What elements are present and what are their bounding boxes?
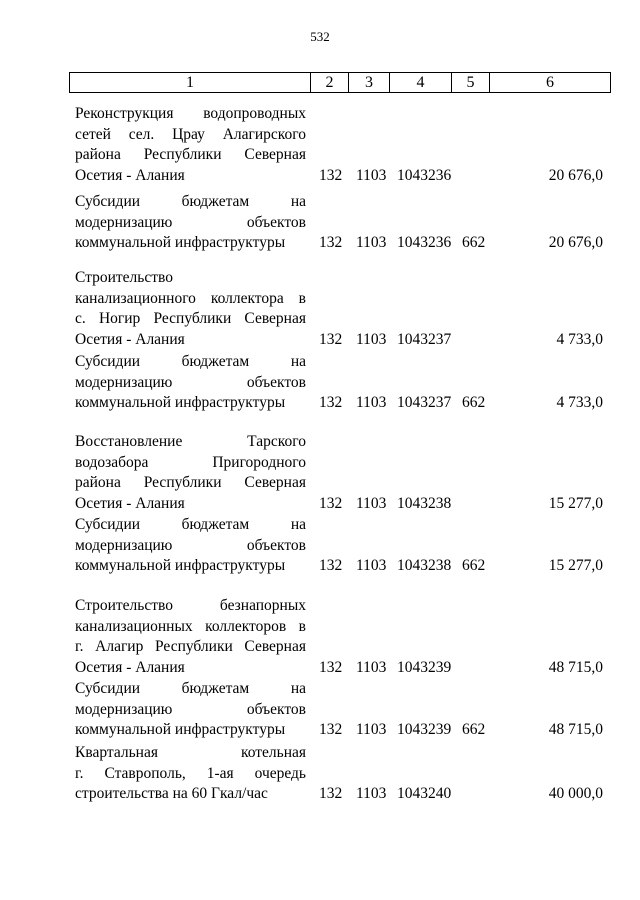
column-header-row (70, 73, 611, 93)
description-line: Осетия - Алания (75, 658, 185, 676)
description-line: Реконструкция водопроводных (75, 105, 306, 122)
cell-c3: 1103 (356, 330, 387, 348)
cell-c5: 662 (462, 721, 486, 739)
table-row (0, 104, 640, 186)
cell-c6: 4 733,0 (556, 330, 603, 348)
cell-c4: 1043236 (397, 166, 452, 184)
description-line: коммунальной инфраструктуры (75, 557, 286, 575)
description-line: с. Ногир Республики Северная (75, 310, 306, 328)
cell-c3: 1103 (356, 166, 387, 184)
row-description (75, 352, 306, 414)
description-line: Субсидии бюджетам на (75, 516, 306, 533)
description-line: Субсидии бюджетам на (75, 353, 306, 370)
cell-c6: 20 676,0 (548, 166, 603, 184)
cell-c3: 1103 (356, 394, 387, 412)
cell-c2: 132 (319, 330, 343, 348)
row-description (75, 743, 306, 805)
table-row (0, 743, 640, 805)
column-header-1: 1 (70, 73, 311, 93)
description-line: модернизацию объектов (75, 213, 306, 231)
cell-c3: 1103 (356, 234, 387, 252)
cell-c4: 1043237 (397, 394, 452, 412)
column-header-6: 6 (490, 73, 611, 93)
cell-c3: 1103 (356, 494, 387, 512)
description-line: г. Алагир Республики Северная (75, 638, 306, 656)
cell-c4: 1043238 (397, 494, 452, 512)
description-line: Восстановление Тарского (75, 433, 306, 450)
table-row (0, 679, 640, 741)
table-row (0, 352, 640, 414)
table-row (0, 192, 640, 254)
cell-c5: 662 (462, 394, 486, 412)
description-line: коммунальной инфраструктуры (75, 721, 286, 739)
table-row (0, 268, 640, 350)
description-line: Субсидии бюджетам на (75, 680, 306, 697)
description-line: Осетия - Алания (75, 494, 185, 512)
cell-c6: 48 715,0 (548, 721, 603, 739)
cell-c4: 1043236 (397, 234, 452, 252)
row-description (75, 104, 306, 186)
cell-c6: 40 000,0 (548, 785, 603, 803)
cell-c2: 132 (319, 166, 343, 184)
cell-c6: 4 733,0 (556, 394, 603, 412)
cell-c4: 1043239 (397, 721, 452, 739)
cell-c4: 1043240 (397, 785, 452, 803)
description-line: Строительство безнапорных (75, 597, 306, 614)
description-line: Строительство (75, 269, 173, 286)
description-line: канализационных коллекторов в (75, 617, 306, 635)
row-description (75, 679, 306, 741)
cell-c4: 1043237 (397, 330, 452, 348)
description-line: коммунальной инфраструктуры (75, 394, 286, 412)
cell-c4: 1043239 (397, 658, 452, 676)
description-line: Осетия - Алания (75, 166, 185, 184)
cell-c6: 20 676,0 (548, 234, 603, 252)
cell-c2: 132 (319, 785, 343, 803)
description-line: модернизацию объектов (75, 373, 306, 391)
description-line: района Республики Северная (75, 474, 306, 492)
page-number: 532 (310, 29, 330, 44)
row-description (75, 515, 306, 577)
description-line: Квартальная котельная (75, 744, 306, 761)
cell-c3: 1103 (356, 785, 387, 803)
table-row (0, 596, 640, 678)
cell-c2: 132 (319, 658, 343, 676)
cell-c2: 132 (319, 394, 343, 412)
cell-c5: 662 (462, 234, 486, 252)
cell-c3: 1103 (356, 658, 387, 676)
description-line: Осетия - Алания (75, 330, 185, 348)
column-header-table (69, 72, 611, 93)
description-line: водозабора Пригородного (75, 453, 306, 471)
row-description (75, 432, 306, 514)
column-header-5: 5 (452, 73, 490, 93)
cell-c2: 132 (319, 494, 343, 512)
table-row (0, 432, 640, 514)
row-description (75, 192, 306, 254)
column-header-4: 4 (390, 73, 452, 93)
cell-c4: 1043238 (397, 557, 452, 575)
cell-c3: 1103 (356, 721, 387, 739)
column-header-2: 2 (311, 73, 349, 93)
cell-c6: 15 277,0 (548, 557, 603, 575)
cell-c6: 15 277,0 (548, 494, 603, 512)
cell-c3: 1103 (356, 557, 387, 575)
cell-c6: 48 715,0 (548, 658, 603, 676)
description-line: канализационного коллектора в (75, 289, 306, 307)
cell-c2: 132 (319, 557, 343, 575)
cell-c2: 132 (319, 721, 343, 739)
cell-c2: 132 (319, 234, 343, 252)
table-row (0, 515, 640, 577)
row-description (75, 596, 306, 678)
cell-c5: 662 (462, 557, 486, 575)
description-line: района Республики Северная (75, 146, 306, 164)
row-description (75, 268, 306, 350)
description-line: сетей сел. Црау Алагирского (75, 125, 306, 143)
description-line: коммунальной инфраструктуры (75, 234, 286, 252)
description-line: строительства на 60 Гкал/час (75, 785, 268, 803)
description-line: г. Ставрополь, 1-ая очередь (75, 764, 306, 782)
description-line: модернизацию объектов (75, 700, 306, 718)
column-header-3: 3 (349, 73, 390, 93)
description-line: Субсидии бюджетам на (75, 193, 306, 210)
description-line: модернизацию объектов (75, 536, 306, 554)
